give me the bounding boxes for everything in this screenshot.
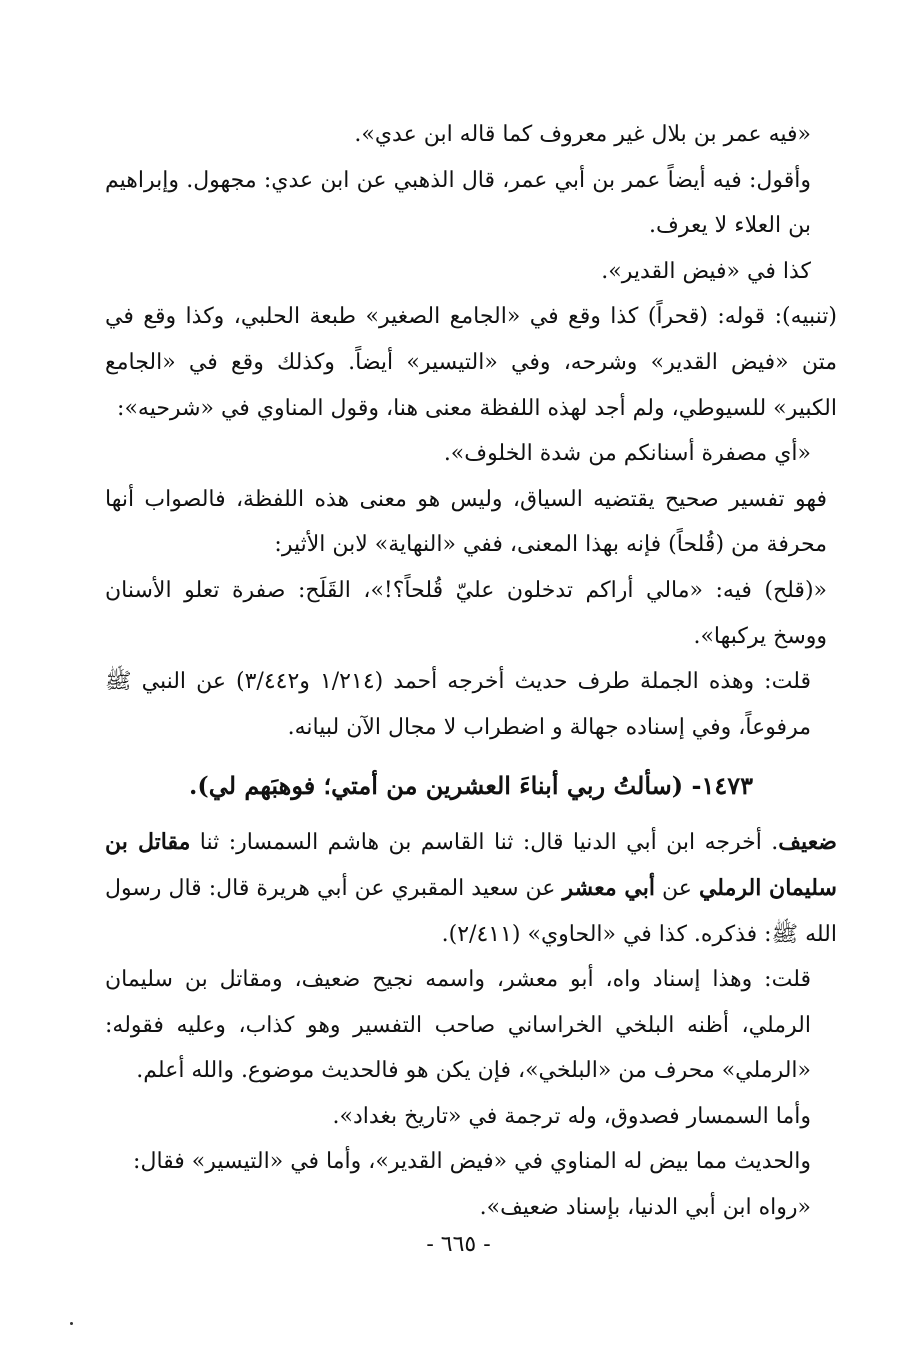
- scan-speck: [70, 1322, 73, 1325]
- paragraph-correction: فهو تفسير صحيح يقتضيه السياق، وليس هو معنى هذه اللفظة، فالصواب أنها محرفة من (قُلحاً) فإنه بهذا المعنى، ففي «النهاية» لابن الأثير:: [105, 486, 827, 558]
- quote-nihaya: «(قلح) فيه: «مالي أراكم تدخلون عليّ قُلحاً؟!»، القَلَح: صفرة تعلو الأسنان ووسخ يركبها».: [105, 577, 827, 649]
- paragraph-isnad-critique: قلت: وهذا إسناد واه، أبو معشر، واسمه نجيح ضعيف، ومقاتل بن سليمان الرملي، أظنه البلخي الخراساني صاحب التفسير وهو كذاب، وعليه فقوله: «الرملي» محرف من «البلخي»، فإن يكن هو فالحديث موضوع. والله أعلم.: [105, 967, 811, 1084]
- paragraph-tanbih: (تنبيه): قوله: (قحراً) كذا وقع في «الجامع الصغير» طبعة الحلبي، وكذا وقع في متن «فيض القدير» وشرحه، وفي «التيسير» أيضاً. وكذلك وقع في «الجامع الكبير» للسيوطي، ولم أجد لهذه اللفظة معنى هنا، وقول المناوي في «شرحيه»:: [105, 304, 837, 421]
- quote-ibn-adi: «فيه عمر بن بلال غير معروف كما قاله ابن عدي».: [354, 122, 811, 147]
- page-body: [105, 112, 837, 1231]
- paragraph-ahmad-takhrij: قلت: وهذه الجملة طرف حديث أخرجه أحمد (١/٢١٤ و٣/٤٤٢) عن النبي ﷺ مرفوعاً، وفي إسناده جهالة و اضطراب لا مجال الآن لبيانه.: [105, 669, 811, 740]
- paragraph-faid-reference: كذا في «فيض القدير».: [601, 258, 811, 284]
- paragraph-hadith-grading: [105, 820, 837, 957]
- hadith-heading: ١٤٧٣- (سألتُ ربي أبناءَ العشرين من أمتي؛ فوهبَهم لي).: [189, 771, 753, 801]
- quote-taysir: «رواه ابن أبي الدنيا، بإسناد ضعيف».: [479, 1195, 811, 1221]
- paragraph-munawi-taysir: والحديث مما بيض له المناوي في «فيض القدير»، وأما في «التيسير» فقال:: [133, 1149, 811, 1175]
- isnad-rest: عن سعيد المقبري عن أبي هريرة قال: قال رسول الله ﷺ: فذكره. كذا في «الحاوي» (٢/٤١١).: [105, 875, 837, 947]
- quote-munawi: «أي مصفرة أسنانكم من شدة الخلوف».: [443, 441, 811, 467]
- takhrij-text: . أخرجه ابن أبي الدنيا قال: ثنا القاسم بن هاشم السمسار: ثنا: [190, 830, 779, 856]
- page-number: - ٦٦٥ -: [426, 1232, 491, 1257]
- narrator-muqatil: مقاتل بن سليمان الرملي: [105, 829, 837, 901]
- connector-an: عن: [654, 875, 699, 901]
- paragraph-simsar: وأما السمسار فصدوق، وله ترجمة في «تاريخ بغداد».: [332, 1103, 811, 1129]
- paragraph-aqul: وأقول: فيه أيضاً عمر بن أبي عمر، قال الذهبي عن ابن عدي: مجهول. وإبراهيم بن العلاء لا يعرف.: [105, 167, 811, 239]
- narrator-abu-mashar: أبي معشر: [562, 874, 655, 901]
- grading-label: ضعيف: [778, 829, 837, 856]
